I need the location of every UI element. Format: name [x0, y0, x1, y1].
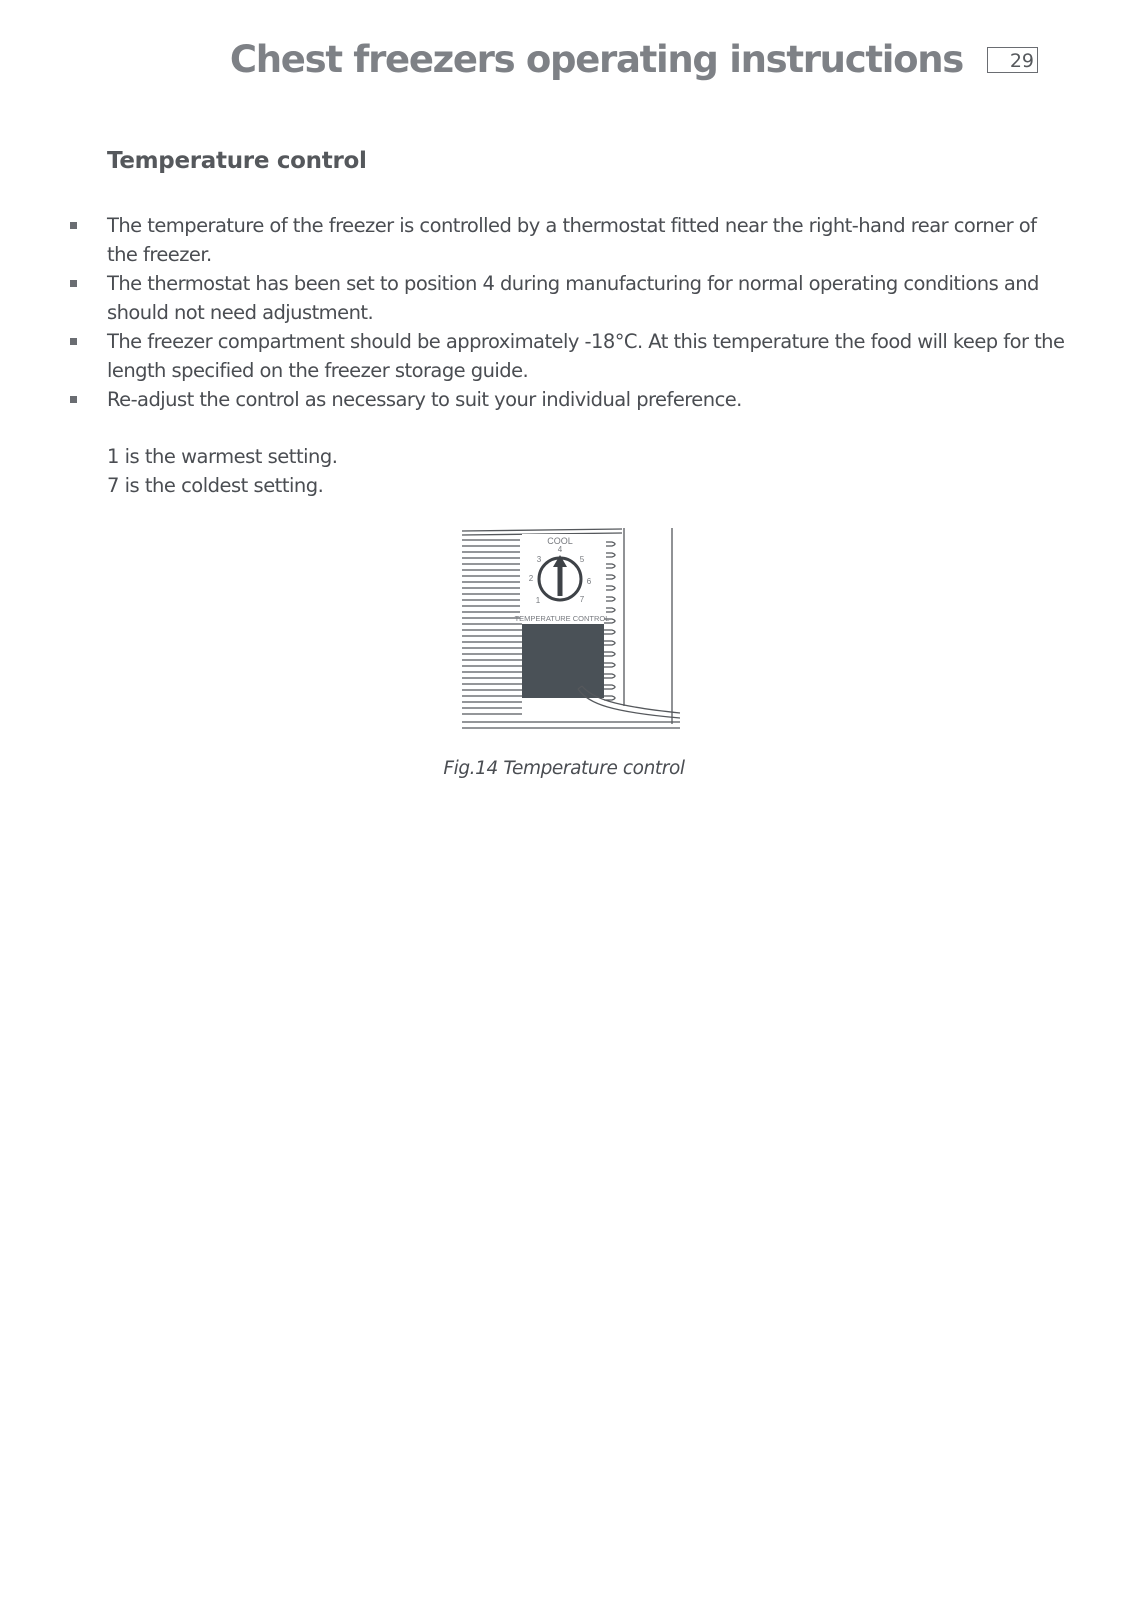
vent-hook	[604, 696, 615, 700]
square-bullet-icon	[70, 338, 77, 345]
bullet-text: The thermostat has been set to position 4 during manufacturing for normal operating conditions and should not need adjustment.	[107, 272, 1039, 324]
bullet-text: The freezer compartment should be approximately -18°C. At this temperature the food will keep for the length specified on the freezer storage guide.	[107, 330, 1065, 382]
vent-hook	[604, 663, 615, 667]
dial-number-3: 3	[536, 555, 542, 564]
square-bullet-icon	[70, 280, 77, 287]
dial-number-1: 1	[535, 596, 541, 605]
warmest-setting-note: 1 is the warmest setting.	[107, 445, 338, 468]
page-title: Chest freezers operating instructions	[229, 38, 963, 81]
dial-top-label: COOL	[547, 536, 573, 546]
dial-number-7: 7	[579, 595, 585, 604]
bullet-text: The temperature of the freezer is controlled by a thermostat fitted near the right-hand rear corner of the freezer.	[107, 214, 1037, 266]
bullet-item	[107, 211, 1067, 269]
setting-notes	[107, 442, 337, 500]
dial-number-5: 5	[579, 555, 585, 564]
control-housing	[522, 624, 604, 698]
coldest-setting-note: 7 is the coldest setting.	[107, 474, 324, 497]
vent-hook	[604, 685, 615, 689]
section-heading: Temperature control	[107, 148, 367, 174]
vent-hook	[604, 630, 615, 634]
bullet-list	[107, 211, 1067, 414]
vent-slat	[462, 529, 622, 531]
bullet-item	[107, 327, 1067, 385]
bullet-item	[107, 269, 1067, 327]
panel-label: TEMPERATURE CONTROL	[514, 614, 610, 623]
vent-hook	[604, 674, 615, 678]
bullet-item	[107, 385, 1067, 414]
square-bullet-icon	[70, 396, 77, 403]
temperature-control-figure	[462, 528, 698, 750]
thermostat-illustration	[462, 528, 698, 750]
bullet-text: Re-adjust the control as necessary to suit your individual preference.	[107, 388, 742, 411]
dial-number-2: 2	[528, 574, 534, 583]
figure-caption: Fig.14 Temperature control	[443, 758, 685, 779]
vent-hook	[604, 641, 615, 645]
page-header	[230, 38, 1038, 81]
vent-hook	[604, 652, 615, 656]
dial-number-6: 6	[586, 577, 592, 586]
dial-number-4: 4	[557, 545, 563, 554]
page-number: 29	[987, 47, 1038, 73]
square-bullet-icon	[70, 222, 77, 229]
